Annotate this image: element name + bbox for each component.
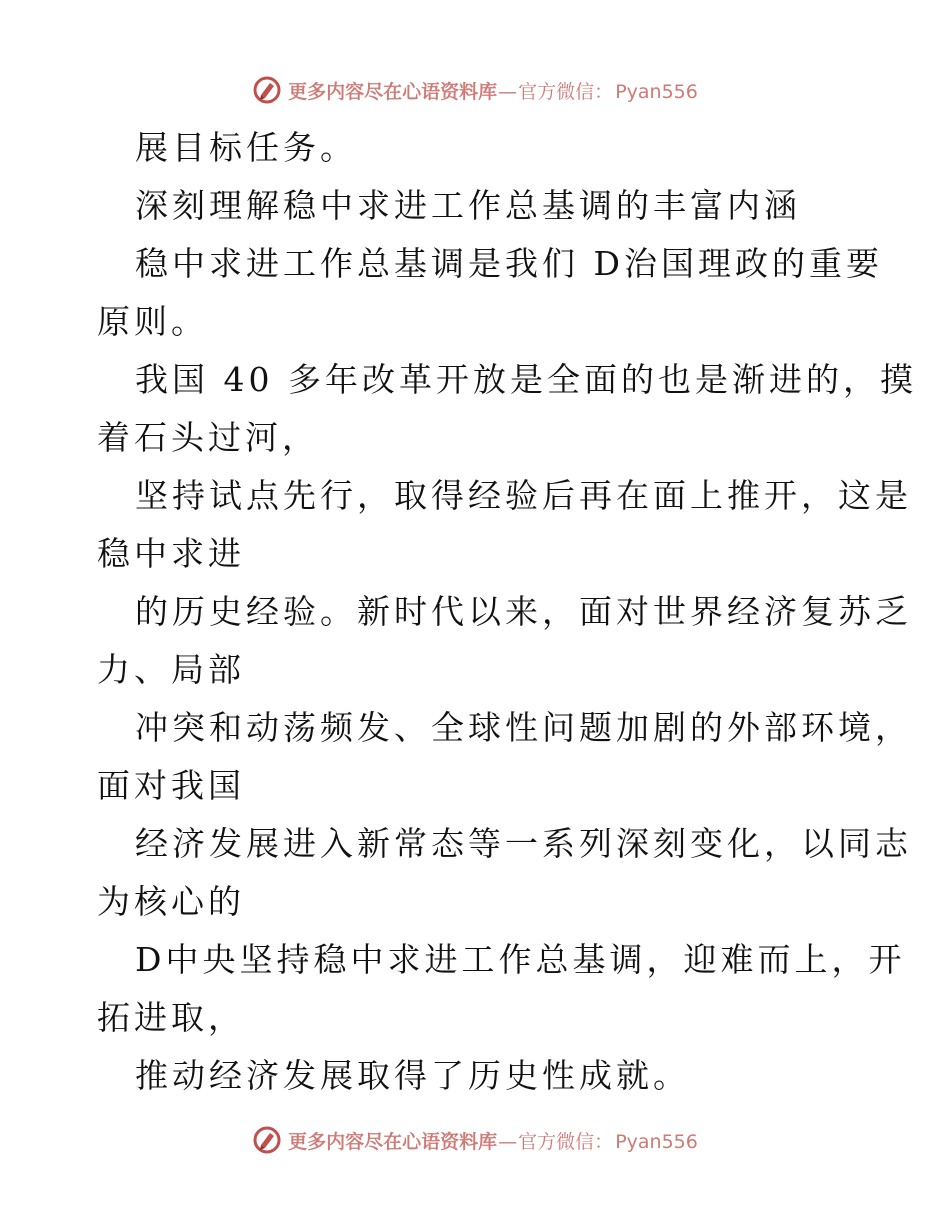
- body-line: 着石头过河，: [97, 418, 319, 457]
- body-line: 坚持试点先行，取得经验后再在面上推开，这是: [135, 476, 912, 515]
- watermark-label: 官方微信：: [518, 1130, 614, 1153]
- body-line: 拓进取，: [97, 998, 245, 1037]
- body-line: 稳中求进工作总基调是我们 D治国理政的重要: [135, 244, 883, 283]
- body-line: 冲突和动荡频发、全球性问题加剧的外部环境，: [135, 708, 912, 747]
- watermark-label: 官方微信：: [518, 80, 614, 103]
- body-line: 经济发展进入新常态等一系列深刻变化，以同志: [135, 824, 912, 863]
- body-line: 面对我国: [97, 766, 245, 805]
- body-line: 的历史经验。新时代以来，面对世界经济复苏乏: [135, 592, 912, 631]
- red-pen-circle-logo-icon: [252, 1125, 282, 1155]
- watermark-dash: —: [498, 80, 518, 103]
- watermark-wechat-id: Pyan556: [615, 1130, 698, 1153]
- body-line: 原则。: [97, 302, 208, 341]
- footer-watermark: [0, 1120, 950, 1160]
- body-line: 深刻理解稳中求进工作总基调的丰富内涵: [135, 186, 801, 225]
- body-line: 为核心的: [97, 882, 245, 921]
- watermark-dash: —: [498, 1130, 518, 1153]
- body-line: 展目标任务。: [135, 128, 357, 167]
- body-line: 推动经济发展取得了历史性成就。: [135, 1056, 690, 1095]
- watermark-wechat-id: Pyan556: [615, 80, 698, 103]
- watermark-brand: 更多内容尽在心语资料库: [288, 80, 498, 103]
- body-line: 稳中求进: [97, 534, 245, 573]
- body-line: 力、局部: [97, 650, 245, 689]
- body-line: 我国 40 多年改革开放是全面的也是渐进的，摸: [135, 360, 917, 399]
- watermark-text: [288, 1127, 698, 1154]
- body-line: D中央坚持稳中求进工作总基调，迎难而上，开: [135, 940, 906, 979]
- watermark-brand: 更多内容尽在心语资料库: [288, 1130, 498, 1153]
